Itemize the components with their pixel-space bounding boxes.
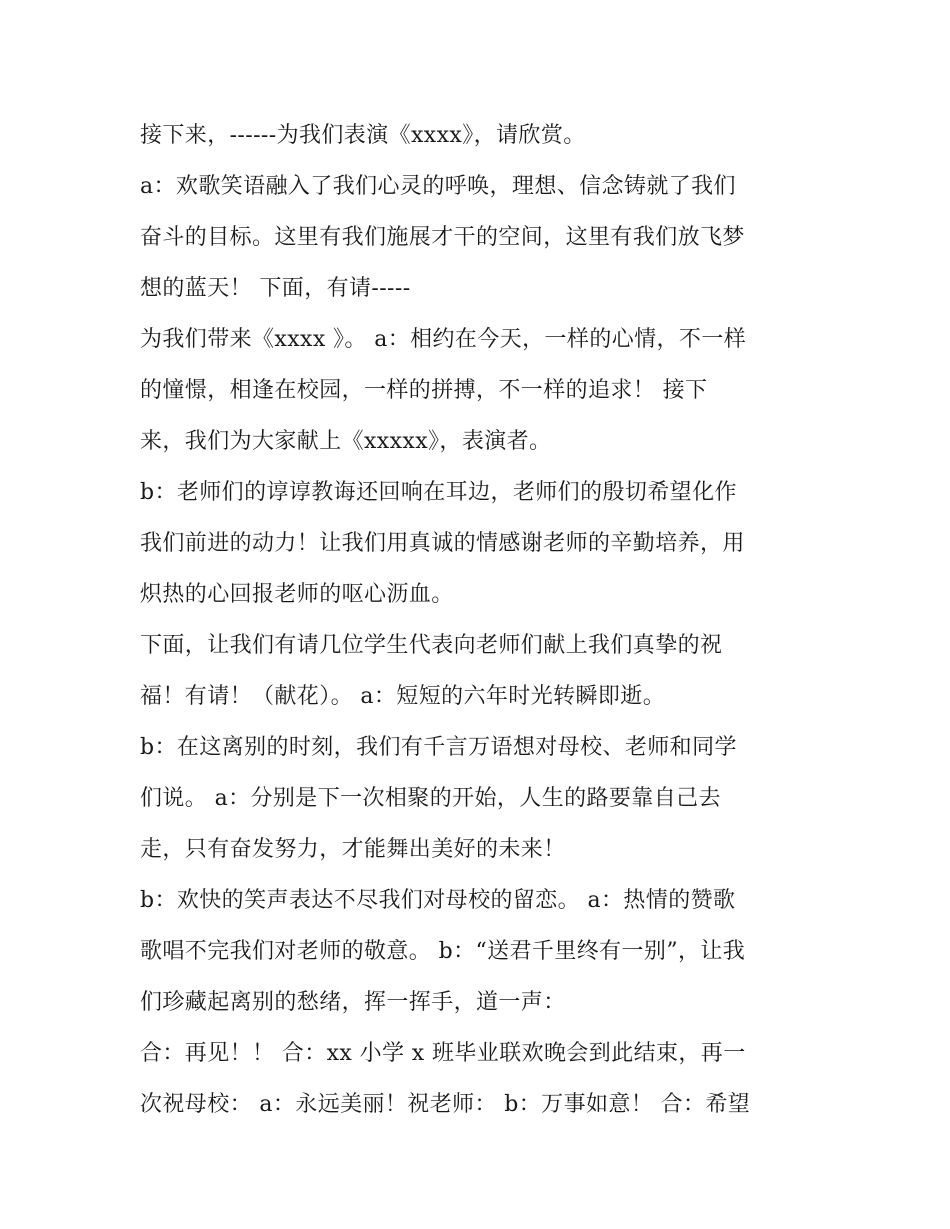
- text-line: b：在这离别的时刻，我们有千言万语想对母校、老师和同学: [140, 735, 737, 760]
- text-line: b：老师们的谆谆教诲还回响在耳边，老师们的殷切希望化作: [140, 480, 737, 505]
- text-line: b：欢快的笑声表达不尽我们对母校的留恋。 a：热情的赞歌: [140, 888, 736, 913]
- text-line: 想的蓝天！ 下面，有请-----: [140, 276, 411, 301]
- text-line: 炽热的心回报老师的呕心沥血。: [140, 582, 454, 607]
- document-body: [140, 110, 820, 1130]
- text-line: 们珍藏起离别的愁绪，挥一挥手，道一声：: [140, 990, 566, 1015]
- text-line: 的憧憬，相逢在校园，一样的拼搏，不一样的追求！ 接下: [140, 378, 708, 403]
- text-line: 接下来，------为我们表演《xxxx》，请欣赏。: [140, 123, 586, 148]
- text-line: 走，只有奋发努力，才能舞出美好的未来！: [140, 837, 566, 862]
- text-line: 我们前进的动力！让我们用真诚的情感谢老师的辛勤培养，用: [140, 531, 745, 556]
- text-line: 下面，让我们有请几位学生代表向老师们献上我们真挚的祝: [140, 633, 723, 658]
- text-line: 歌唱不完我们对老师的敬意。 b：“送君千里终有一别”，让我: [140, 939, 746, 964]
- text-line: 合：再见！！ 合：xx 小学 x 班毕业联欢晚会到此结束，再一: [140, 1041, 746, 1066]
- text-line: 福！有请！（献花）。 a：短短的六年时光转瞬即逝。: [140, 684, 666, 709]
- text-line: 奋斗的目标。这里有我们施展才干的空间，这里有我们放飞梦: [140, 225, 745, 250]
- text-line: 来，我们为大家献上《xxxxx》，表演者。: [140, 429, 552, 454]
- text-line: 为我们带来《xxxx 》。 a：相约在今天，一样的心情，不一样: [140, 327, 747, 352]
- text-line: 们说。 a：分别是下一次相聚的开始，人生的路要靠自己去: [140, 786, 721, 811]
- text-line: 次祝母校： a：永远美丽！祝老师： b：万事如意！ 合：希望: [140, 1092, 751, 1117]
- text-line: a：欢歌笑语融入了我们心灵的呼唤，理想、信念铸就了我们: [140, 174, 736, 199]
